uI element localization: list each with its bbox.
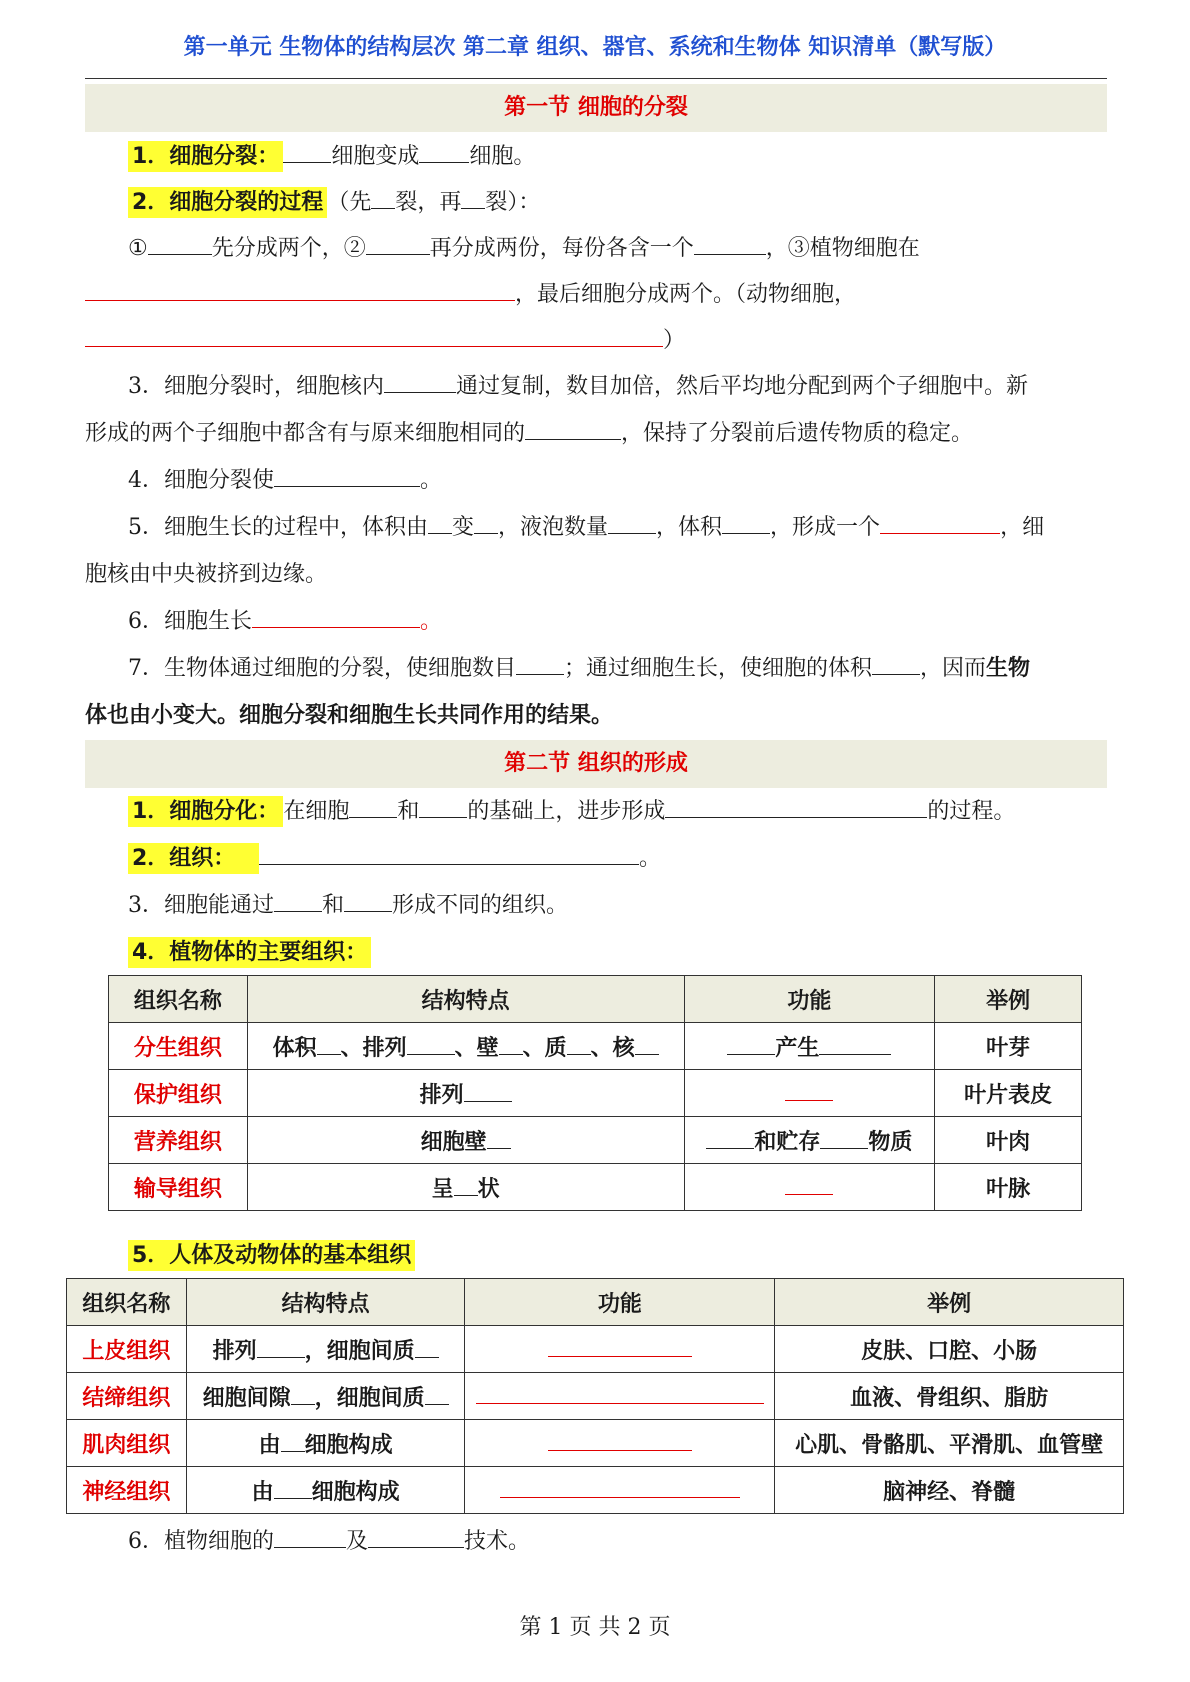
s1-q5-cont xyxy=(85,559,327,591)
header-cell: 组织名称 xyxy=(109,976,248,1023)
text: 技术。 xyxy=(464,1529,531,1554)
s2-q1 xyxy=(128,796,1015,828)
text: 胞核由中央被挤到边缘。 xyxy=(85,562,328,587)
text: 排列 xyxy=(212,1338,257,1364)
blank xyxy=(474,513,498,534)
text: 先分成两个，② xyxy=(211,236,366,261)
s2-q2 xyxy=(128,843,661,875)
text: ，细 xyxy=(1000,515,1045,540)
blank xyxy=(407,1034,455,1055)
s1-q4 xyxy=(128,465,442,497)
blank xyxy=(257,1337,305,1358)
tissue-name: 结缔组织 xyxy=(67,1373,187,1420)
s1-q2-label: 2．细胞分裂的过程 xyxy=(128,187,327,218)
structure-cell xyxy=(186,1326,465,1373)
s1-q5 xyxy=(128,512,1044,544)
blank xyxy=(317,1034,341,1055)
text: 、质 xyxy=(522,1035,567,1061)
function-cell xyxy=(465,1420,775,1467)
s2-q5 xyxy=(128,1240,415,1272)
blank xyxy=(525,419,621,440)
s1-q7-cont: 体也由小变大。细胞分裂和细胞生长共同作用的结果。 xyxy=(85,703,614,728)
blank xyxy=(274,1478,312,1499)
tissue-name: 输导组织 xyxy=(109,1164,248,1211)
text: 形成的两个子细胞中都含有与原来细胞相同的 xyxy=(85,421,526,446)
s2-q4-label: 4．植物体的主要组织： xyxy=(128,937,371,968)
blank xyxy=(259,844,639,865)
text: 细胞间隙 xyxy=(202,1385,291,1411)
text: 、壁 xyxy=(454,1035,499,1061)
header-rule xyxy=(85,78,1107,79)
text: 、排列 xyxy=(340,1035,407,1061)
table-row xyxy=(109,1164,1082,1211)
function-cell xyxy=(465,1467,775,1514)
text: 和 xyxy=(322,893,345,918)
structure-cell xyxy=(247,1023,684,1070)
blank xyxy=(548,1430,692,1451)
header-cell: 举例 xyxy=(935,976,1082,1023)
blank xyxy=(428,513,452,534)
text: 。 xyxy=(420,609,443,634)
blank xyxy=(349,797,397,818)
text: ，因而 xyxy=(920,656,987,681)
example-cell: 皮肤、口腔、小肠 xyxy=(775,1326,1124,1373)
s1-q6 xyxy=(128,606,442,638)
blank xyxy=(85,280,515,301)
blank xyxy=(464,1081,512,1102)
header-cell: 结构特点 xyxy=(186,1279,465,1326)
table-row xyxy=(109,1023,1082,1070)
text: 裂）： xyxy=(485,190,541,215)
text: 4．细胞分裂使 xyxy=(128,468,274,493)
function-cell xyxy=(684,1070,935,1117)
text: 物质 xyxy=(868,1129,913,1155)
function-cell xyxy=(684,1023,935,1070)
s1-q1-label: 1．细胞分裂： xyxy=(128,141,283,172)
blank xyxy=(148,234,212,255)
structure-cell xyxy=(186,1467,465,1514)
s1-p1 xyxy=(128,233,920,265)
text: 和 xyxy=(397,799,420,824)
blank xyxy=(419,142,469,163)
section-2-title: 第二节 组织的形成 xyxy=(85,740,1107,788)
section-1-title: 第一节 细胞的分裂 xyxy=(85,84,1107,132)
text: 6．细胞生长 xyxy=(128,609,252,634)
tissue-name: 营养组织 xyxy=(109,1117,248,1164)
text: 再分成两份，每份各含一个 xyxy=(429,236,694,261)
text: 和贮存 xyxy=(754,1129,821,1155)
animal-tissue-table xyxy=(66,1278,1124,1514)
blank xyxy=(281,1431,305,1452)
s2-q2-label: 2．组织： xyxy=(128,843,239,874)
example-cell: 叶片表皮 xyxy=(935,1070,1082,1117)
blank xyxy=(425,1384,449,1405)
text: 细胞壁 xyxy=(420,1129,487,1155)
s1-q2 xyxy=(128,187,540,219)
text: 呈 xyxy=(431,1176,454,1202)
s1-q3-cont xyxy=(85,418,973,450)
blank xyxy=(722,513,770,534)
blank xyxy=(384,372,456,393)
blank xyxy=(635,1034,659,1055)
blank xyxy=(274,466,420,487)
table-row xyxy=(67,1420,1124,1467)
table-row xyxy=(67,1467,1124,1514)
tissue-name: 分生组织 xyxy=(109,1023,248,1070)
blank xyxy=(283,142,331,163)
blank xyxy=(548,1336,692,1357)
blank xyxy=(419,797,467,818)
blank xyxy=(500,1477,740,1498)
text: 由 xyxy=(251,1479,274,1505)
blank xyxy=(344,891,392,912)
text: ，③植物细胞在 xyxy=(765,236,920,261)
text: 3．细胞分裂时，细胞核内 xyxy=(128,374,384,399)
blank xyxy=(727,1034,775,1055)
example-cell: 血液、骨组织、脂肪 xyxy=(775,1373,1124,1420)
text: ，最后细胞分成两个。（动物细胞， xyxy=(515,282,857,307)
blank xyxy=(820,1128,868,1149)
header-cell: 功能 xyxy=(465,1279,775,1326)
example-cell: 脑神经、脊髓 xyxy=(775,1467,1124,1514)
text: ① xyxy=(128,236,148,261)
blank xyxy=(454,1175,478,1196)
blank xyxy=(785,1174,833,1195)
blank xyxy=(371,188,395,209)
blank xyxy=(85,326,663,347)
header-cell: 举例 xyxy=(775,1279,1124,1326)
text: （先 xyxy=(327,190,372,215)
blank xyxy=(461,188,485,209)
text: 产生 xyxy=(775,1035,820,1061)
structure-cell xyxy=(247,1117,684,1164)
blank xyxy=(476,1383,764,1404)
text: 体积 xyxy=(272,1035,317,1061)
s2-q6 xyxy=(128,1526,530,1558)
text: 由 xyxy=(258,1432,281,1458)
tissue-name: 肌肉组织 xyxy=(67,1420,187,1467)
structure-cell xyxy=(247,1070,684,1117)
table-row xyxy=(109,1070,1082,1117)
text: ，细胞间质 xyxy=(314,1385,425,1411)
s1-p3 xyxy=(85,325,685,357)
table-row xyxy=(67,1326,1124,1373)
text: 状 xyxy=(477,1176,500,1202)
blank xyxy=(694,234,766,255)
blank xyxy=(368,1527,464,1548)
text: 。 xyxy=(420,468,443,493)
s1-q3 xyxy=(128,371,1028,403)
s2-q3 xyxy=(128,890,568,922)
example-cell: 心肌、骨骼肌、平滑肌、血管壁 xyxy=(775,1420,1124,1467)
blank xyxy=(608,513,656,534)
text: 变 xyxy=(452,515,475,540)
structure-cell xyxy=(186,1420,465,1467)
table-row xyxy=(67,1373,1124,1420)
text: 细胞变成 xyxy=(331,144,420,169)
text: 3．细胞能通过 xyxy=(128,893,274,918)
text: 生物 xyxy=(986,656,1031,681)
blank xyxy=(819,1034,891,1055)
function-cell xyxy=(465,1373,775,1420)
text: 及 xyxy=(346,1529,369,1554)
structure-cell xyxy=(186,1373,465,1420)
text: 6．植物细胞的 xyxy=(128,1529,274,1554)
table-header-row xyxy=(67,1279,1124,1326)
text: ） xyxy=(663,328,686,353)
blank xyxy=(252,607,420,628)
tissue-name: 上皮组织 xyxy=(67,1326,187,1373)
text: 排列 xyxy=(419,1082,464,1108)
blank xyxy=(274,891,322,912)
s1-p2 xyxy=(85,279,856,311)
text: 。 xyxy=(638,846,661,871)
function-cell xyxy=(684,1164,935,1211)
text: ，细胞间质 xyxy=(304,1338,415,1364)
text: 裂，再 xyxy=(395,190,462,215)
text: 细胞。 xyxy=(469,144,536,169)
header-cell: 结构特点 xyxy=(247,976,684,1023)
text: 的过程。 xyxy=(927,799,1016,824)
example-cell: 叶肉 xyxy=(935,1117,1082,1164)
text: ；通过细胞生长，使细胞的体积 xyxy=(564,656,873,681)
s1-q7 xyxy=(128,653,1030,685)
tissue-name: 保护组织 xyxy=(109,1070,248,1117)
blank xyxy=(665,797,927,818)
plant-tissue-table xyxy=(108,975,1082,1211)
text: 细胞构成 xyxy=(304,1432,393,1458)
table-row xyxy=(109,1117,1082,1164)
text: 在细胞 xyxy=(283,799,350,824)
text: 的基础上，进步形成 xyxy=(467,799,666,824)
blank xyxy=(785,1080,833,1101)
example-cell: 叶脉 xyxy=(935,1164,1082,1211)
document-header: 第一单元 生物体的结构层次 第二章 组织、器官、系统和生物体 知识清单（默写版） xyxy=(183,35,1007,60)
header-cell: 功能 xyxy=(684,976,935,1023)
example-cell: 叶芽 xyxy=(935,1023,1082,1070)
blank xyxy=(274,1527,346,1548)
structure-cell xyxy=(247,1164,684,1211)
s2-q1-label: 1．细胞分化： xyxy=(128,796,283,827)
page-footer: 第 1 页 共 2 页 xyxy=(519,1615,671,1640)
text: 细胞构成 xyxy=(311,1479,400,1505)
blank xyxy=(567,1034,591,1055)
text: 形成不同的组织。 xyxy=(392,893,569,918)
text: 、核 xyxy=(590,1035,635,1061)
blank xyxy=(516,654,564,675)
text: 通过复制，数目加倍，然后平均地分配到两个子细胞中。新 xyxy=(456,374,1029,399)
blank xyxy=(366,234,430,255)
blank xyxy=(499,1034,523,1055)
s2-q4 xyxy=(128,937,371,969)
blank xyxy=(872,654,920,675)
s1-q1 xyxy=(128,141,535,173)
tissue-name: 神经组织 xyxy=(67,1467,187,1514)
text: ，液泡数量 xyxy=(498,515,609,540)
text: ，形成一个 xyxy=(770,515,881,540)
header-cell: 组织名称 xyxy=(67,1279,187,1326)
text: ，保持了分裂前后遗传物质的稳定。 xyxy=(621,421,974,446)
text: 5．细胞生长的过程中，体积由 xyxy=(128,515,428,540)
blank xyxy=(291,1384,315,1405)
text: ，体积 xyxy=(656,515,723,540)
blank xyxy=(880,513,1000,534)
blank xyxy=(415,1337,439,1358)
text: 7．生物体通过细胞的分裂，使细胞数目 xyxy=(128,656,516,681)
function-cell xyxy=(465,1326,775,1373)
blank xyxy=(706,1128,754,1149)
blank xyxy=(487,1128,511,1149)
function-cell xyxy=(684,1117,935,1164)
table-header-row xyxy=(109,976,1082,1023)
s2-q5-label: 5．人体及动物体的基本组织 xyxy=(128,1240,415,1271)
